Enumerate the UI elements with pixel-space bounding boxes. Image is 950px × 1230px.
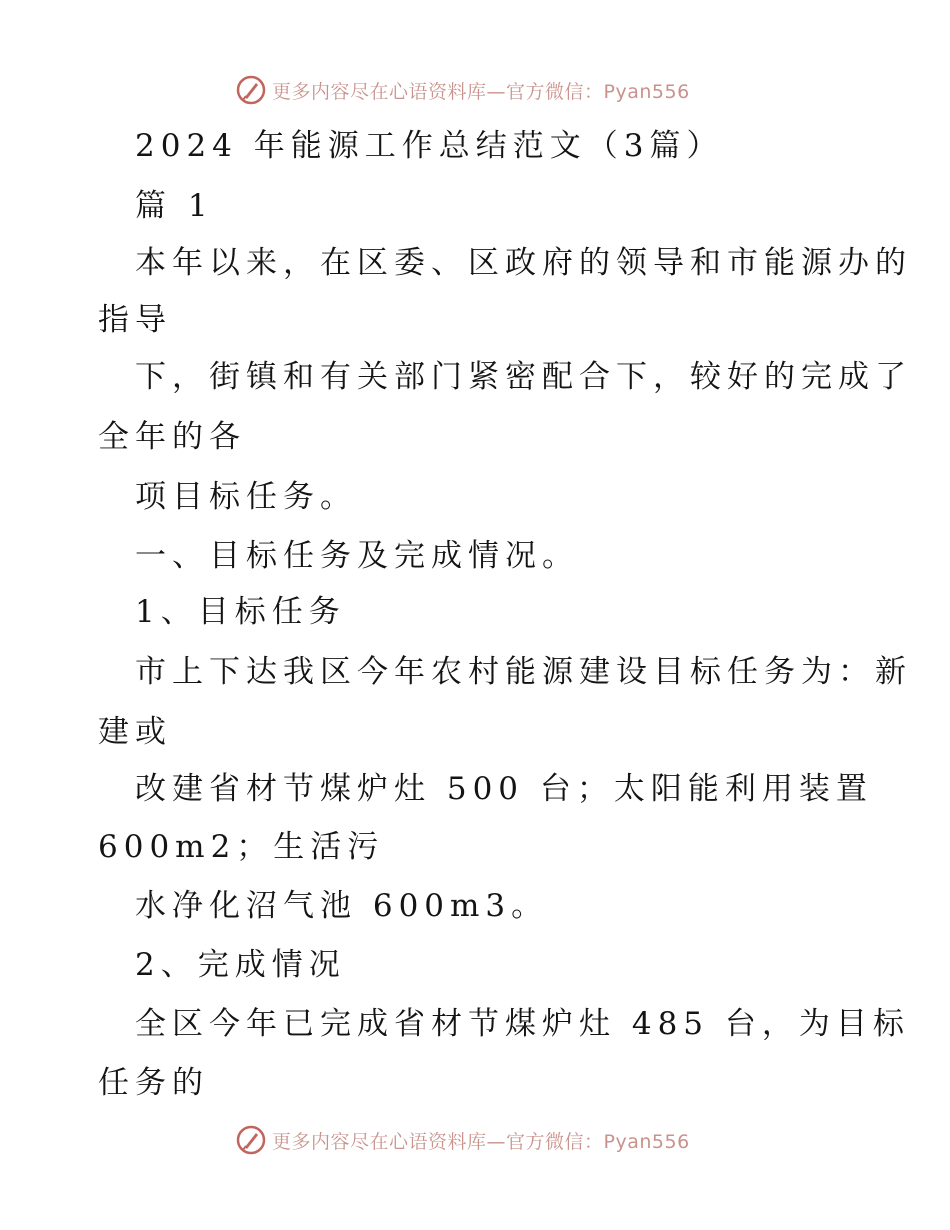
paragraph-line: 下，街镇和有关部门紧密配合下，较好的完成了 xyxy=(135,359,912,395)
quill-logo-icon xyxy=(236,1125,266,1155)
watermark-text: 更多内容尽在心语资料库—官方微信：Pyan556 xyxy=(272,80,690,103)
paragraph-line: 任务的 xyxy=(98,1065,209,1101)
paragraph-line: 项目标任务。 xyxy=(135,479,357,515)
paragraph-line: 全年的各 xyxy=(98,419,246,455)
paragraph-line: 指导 xyxy=(98,302,172,338)
section-heading: 篇 1 xyxy=(135,188,214,224)
paragraph-line: 全区今年已完成省材节煤炉灶 485 台，为目标 xyxy=(135,1006,910,1042)
watermark-text: 更多内容尽在心语资料库—官方微信：Pyan556 xyxy=(272,1130,690,1153)
paragraph-line: 市上下达我区今年农村能源建设目标任务为：新 xyxy=(135,654,912,690)
paragraph-line: 600m2；生活污 xyxy=(98,829,385,865)
quill-logo-icon xyxy=(236,75,266,105)
paragraph-line: 一、目标任务及完成情况。 xyxy=(135,538,579,574)
paragraph-line: 水净化沼气池 600m3。 xyxy=(135,888,549,924)
paragraph-line: 改建省材节煤炉灶 500 台；太阳能利用装置 xyxy=(135,771,873,807)
document-title: 2024 年能源工作总结范文（3篇） xyxy=(135,128,724,164)
paragraph-line: 1、目标任务 xyxy=(135,594,346,630)
paragraph-line: 本年以来，在区委、区政府的领导和市能源办的 xyxy=(135,245,912,281)
paragraph-line: 2、完成情况 xyxy=(135,947,346,983)
paragraph-line: 建或 xyxy=(98,714,172,750)
header-watermark xyxy=(236,73,690,107)
footer-watermark xyxy=(236,1123,690,1157)
